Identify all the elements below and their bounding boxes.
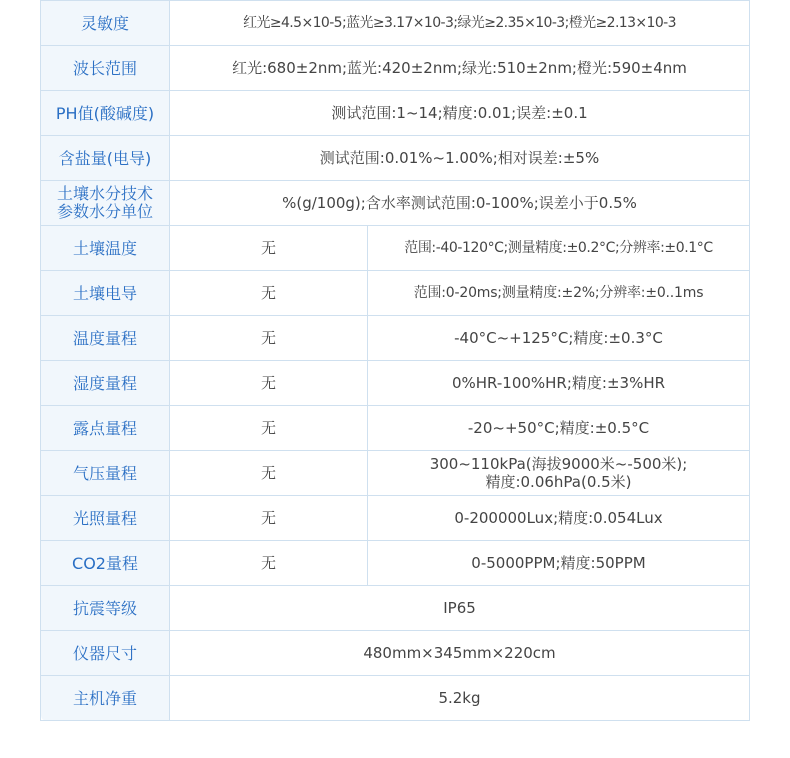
table-row bbox=[41, 136, 750, 181]
row-value: -20~+50°C;精度:±0.5°C bbox=[368, 406, 750, 451]
row-middle: 无 bbox=[170, 406, 368, 451]
row-label: 湿度量程 bbox=[41, 361, 170, 406]
row-value: 范围:-40-120°C;测量精度:±0.2°C;分辨率:±0.1°C bbox=[368, 226, 750, 271]
row-value-line: 300~110kPa(海拔9000米~-500米); bbox=[429, 455, 688, 473]
table-row bbox=[41, 361, 750, 406]
row-label-line: 参数水分单位 bbox=[56, 202, 153, 221]
table-row bbox=[41, 631, 750, 676]
row-middle: 无 bbox=[170, 496, 368, 541]
row-value: 范围:0-20ms;测量精度:±2%;分辨率:±0..1ms bbox=[368, 271, 750, 316]
table-row bbox=[41, 1, 750, 46]
row-value-line: 精度:0.06hPa(0.5米) bbox=[485, 473, 632, 491]
row-value: 480mm×345mm×220cm bbox=[170, 631, 750, 676]
table-row bbox=[41, 181, 750, 226]
row-middle: 无 bbox=[170, 316, 368, 361]
table-row bbox=[41, 226, 750, 271]
row-value: 测试范围:0.01%~1.00%;相对误差:±5% bbox=[170, 136, 750, 181]
row-value: 0-200000Lux;精度:0.054Lux bbox=[368, 496, 750, 541]
table-row bbox=[41, 451, 750, 496]
row-value: 红光:680±2nm;蓝光:420±2nm;绿光:510±2nm;橙光:590±4nm bbox=[170, 46, 750, 91]
row-value: %(g/100g);含水率测试范围:0-100%;误差小于0.5% bbox=[170, 181, 750, 226]
row-label: 主机净重 bbox=[41, 676, 170, 721]
table-row bbox=[41, 46, 750, 91]
row-value: 0-5000PPM;精度:50PPM bbox=[368, 541, 750, 586]
row-label: CO2量程 bbox=[41, 541, 170, 586]
row-middle: 无 bbox=[170, 451, 368, 496]
row-label bbox=[41, 181, 170, 226]
row-value bbox=[368, 451, 750, 496]
row-value: 5.2kg bbox=[170, 676, 750, 721]
table-row bbox=[41, 91, 750, 136]
row-middle: 无 bbox=[170, 541, 368, 586]
row-label: 土壤温度 bbox=[41, 226, 170, 271]
table-row bbox=[41, 406, 750, 451]
row-label: 土壤电导 bbox=[41, 271, 170, 316]
table-row bbox=[41, 541, 750, 586]
row-label: 气压量程 bbox=[41, 451, 170, 496]
row-value: -40°C~+125°C;精度:±0.3°C bbox=[368, 316, 750, 361]
spec-table bbox=[40, 0, 750, 721]
table-row bbox=[41, 271, 750, 316]
row-value: 0%HR-100%HR;精度:±3%HR bbox=[368, 361, 750, 406]
row-middle: 无 bbox=[170, 226, 368, 271]
table-row bbox=[41, 496, 750, 541]
row-label: 抗震等级 bbox=[41, 586, 170, 631]
table-row bbox=[41, 316, 750, 361]
row-label: 灵敏度 bbox=[41, 1, 170, 46]
row-label: 温度量程 bbox=[41, 316, 170, 361]
row-middle: 无 bbox=[170, 361, 368, 406]
table-row bbox=[41, 676, 750, 721]
row-label: 含盐量(电导) bbox=[41, 136, 170, 181]
row-label: 波长范围 bbox=[41, 46, 170, 91]
row-label: 仪器尺寸 bbox=[41, 631, 170, 676]
row-value: 测试范围:1~14;精度:0.01;误差:±0.1 bbox=[170, 91, 750, 136]
table-row bbox=[41, 586, 750, 631]
row-label: 光照量程 bbox=[41, 496, 170, 541]
row-label-line: 土壤水分技术 bbox=[56, 184, 153, 203]
row-label: 露点量程 bbox=[41, 406, 170, 451]
row-label: PH值(酸碱度) bbox=[41, 91, 170, 136]
row-value: IP65 bbox=[170, 586, 750, 631]
row-value: 红光≥4.5×10-5;蓝光≥3.17×10-3;绿光≥2.35×10-3;橙光≥2.13×10-3 bbox=[170, 1, 750, 46]
row-middle: 无 bbox=[170, 271, 368, 316]
